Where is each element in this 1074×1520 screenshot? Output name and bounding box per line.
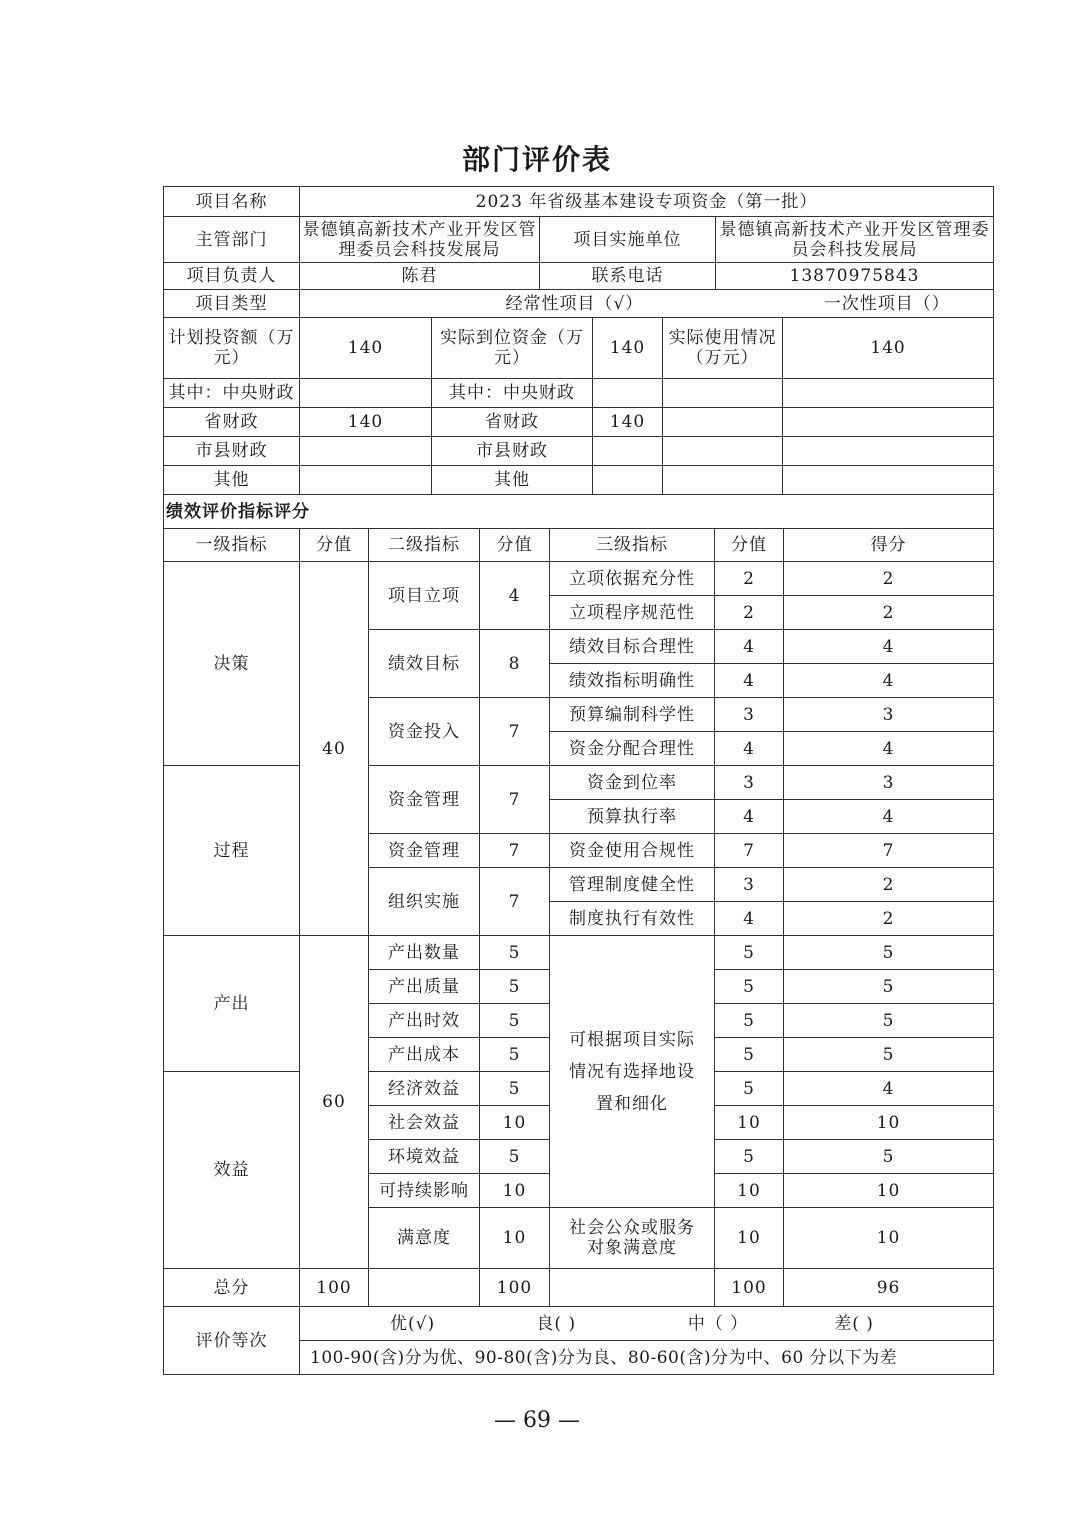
header-cell: 三级指标	[550, 529, 715, 562]
header-cell: 二级指标	[369, 529, 480, 562]
level3-name: 立项依据充分性	[550, 562, 715, 596]
level3-score: 3	[715, 868, 784, 902]
level3-name: 管理制度健全性	[550, 868, 715, 902]
level2-name: 组织实施	[369, 868, 480, 936]
level3-name: 制度执行有效性	[550, 902, 715, 936]
level3-score: 5	[715, 1004, 784, 1038]
total-level2: 100	[480, 1269, 550, 1307]
evaluation-form	[163, 186, 993, 1375]
central-label: 其中：中央财政	[164, 379, 300, 408]
level2-score: 7	[480, 834, 550, 868]
level2-score: 7	[480, 868, 550, 936]
level3-grade: 2	[784, 902, 994, 936]
dept-label: 主管部门	[164, 217, 300, 263]
level3-name: 社会公众或服务对象满意度	[550, 1208, 715, 1269]
header-cell: 得分	[784, 529, 994, 562]
central-actual	[593, 379, 663, 408]
type-label: 项目类型	[164, 290, 300, 318]
level2-score: 5	[480, 1038, 550, 1072]
info-table	[163, 186, 994, 318]
page-title: 部门评价表	[461, 143, 612, 176]
level2-name: 环境效益	[369, 1140, 480, 1174]
level2-score: 7	[480, 766, 550, 834]
level3-name: 预算执行率	[550, 800, 715, 834]
level3-grade: 4	[784, 630, 994, 664]
level3-score: 3	[715, 698, 784, 732]
level3-score: 10	[715, 1174, 784, 1208]
table-row	[164, 766, 994, 800]
level3-score: 7	[715, 834, 784, 868]
other-actual	[593, 466, 663, 495]
level3-score: 2	[715, 562, 784, 596]
level3-grade: 5	[784, 1004, 994, 1038]
level3-name: 资金分配合理性	[550, 732, 715, 766]
level3-score: 5	[715, 1038, 784, 1072]
funds-table	[163, 317, 994, 495]
grade-excellent: 优(√)	[390, 1313, 436, 1334]
empty-cell	[783, 466, 994, 495]
level2-score: 7	[480, 698, 550, 766]
city-actual-label: 市县财政	[432, 437, 593, 466]
header-cell: 分值	[480, 529, 550, 562]
city-actual	[593, 437, 663, 466]
total-level3: 100	[715, 1269, 784, 1307]
level3-grade: 5	[784, 970, 994, 1004]
score-60: 60	[300, 936, 369, 1269]
total-level1: 100	[300, 1269, 369, 1307]
grade-row	[164, 1307, 994, 1341]
city-plan	[300, 437, 432, 466]
level3-note: 可根据项目实际情况有选择地设置和细化	[550, 936, 715, 1208]
empty-cell	[783, 408, 994, 437]
level3-name: 绩效指标明确性	[550, 664, 715, 698]
level2-name: 产出数量	[369, 936, 480, 970]
plan-label: 计划投资额（万元）	[164, 318, 300, 379]
type-regular: 经常性项目（√）	[505, 293, 644, 314]
level3-name: 资金到位率	[550, 766, 715, 800]
level2-score: 10	[480, 1174, 550, 1208]
used-label: 实际使用情况（万元）	[663, 318, 783, 379]
empty-cell	[550, 1269, 715, 1307]
section-title: 绩效评价指标评分	[164, 495, 994, 529]
level3-grade: 4	[784, 1072, 994, 1106]
level3-score: 5	[715, 970, 784, 1004]
level2-score: 5	[480, 936, 550, 970]
used-value: 140	[783, 318, 994, 379]
level2-name: 产出质量	[369, 970, 480, 1004]
level3-score: 5	[715, 1072, 784, 1106]
level3-name: 资金使用合规性	[550, 834, 715, 868]
level3-grade: 2	[784, 596, 994, 630]
level1-benefit: 效益	[164, 1072, 300, 1269]
level1-decision: 决策	[164, 562, 300, 766]
level3-score: 4	[715, 732, 784, 766]
leader-value: 陈君	[300, 263, 540, 290]
prov-actual-label: 省财政	[432, 408, 593, 437]
level3-grade: 2	[784, 868, 994, 902]
level3-grade: 4	[784, 664, 994, 698]
level2-name: 绩效目标	[369, 630, 480, 698]
total-row	[164, 1269, 994, 1307]
level3-score: 4	[715, 664, 784, 698]
other-plan	[300, 466, 432, 495]
total-score: 96	[784, 1269, 994, 1307]
level3-grade: 5	[784, 936, 994, 970]
level3-name: 立项程序规范性	[550, 596, 715, 630]
level3-grade: 2	[784, 562, 994, 596]
level2-name: 产出成本	[369, 1038, 480, 1072]
level3-score: 4	[715, 902, 784, 936]
level2-score: 5	[480, 1140, 550, 1174]
level2-score: 8	[480, 630, 550, 698]
prov-plan: 140	[300, 408, 432, 437]
level3-score: 2	[715, 596, 784, 630]
level1-output: 产出	[164, 936, 300, 1072]
level2-name: 资金管理	[369, 834, 480, 868]
actual-label: 实际到位资金（万元）	[432, 318, 593, 379]
actual-value: 140	[593, 318, 663, 379]
leader-label: 项目负责人	[164, 263, 300, 290]
project-name-value: 2023 年省级基本建设专项资金（第一批）	[300, 187, 994, 217]
level3-score: 10	[715, 1208, 784, 1269]
empty-cell	[663, 437, 783, 466]
level3-grade: 4	[784, 732, 994, 766]
other-label: 其他	[164, 466, 300, 495]
unit-label: 项目实施单位	[540, 217, 716, 263]
grade-good: 良( )	[536, 1313, 577, 1334]
grade-poor: 差( )	[834, 1313, 874, 1334]
performance-table	[163, 494, 994, 1375]
level3-name: 预算编制科学性	[550, 698, 715, 732]
level2-name: 可持续影响	[369, 1174, 480, 1208]
total-label: 总分	[164, 1269, 300, 1307]
level2-name: 资金管理	[369, 766, 480, 834]
header-cell: 分值	[715, 529, 784, 562]
type-once: 一次性项目（）	[823, 293, 950, 314]
grade-label: 评价等次	[164, 1307, 300, 1375]
phone-value: 13870975843	[716, 263, 994, 290]
level3-grade: 3	[784, 698, 994, 732]
grade-mid: 中（ ）	[687, 1313, 749, 1334]
empty-cell	[783, 379, 994, 408]
table-row	[164, 936, 994, 970]
city-label: 市县财政	[164, 437, 300, 466]
empty-cell	[663, 466, 783, 495]
level2-score: 5	[480, 1004, 550, 1038]
level2-name: 满意度	[369, 1208, 480, 1269]
dept-value: 景德镇高新技术产业开发区管理委员会科技发展局	[300, 217, 540, 263]
prov-actual: 140	[593, 408, 663, 437]
level2-name: 产出时效	[369, 1004, 480, 1038]
empty-cell	[663, 379, 783, 408]
level2-score: 5	[480, 970, 550, 1004]
project-name-label: 项目名称	[164, 187, 300, 217]
level3-name: 绩效目标合理性	[550, 630, 715, 664]
header-cell: 分值	[300, 529, 369, 562]
level3-grade: 10	[784, 1174, 994, 1208]
other-actual-label: 其他	[432, 466, 593, 495]
phone-label: 联系电话	[540, 263, 716, 290]
level3-grade: 5	[784, 1038, 994, 1072]
level3-grade: 5	[784, 1140, 994, 1174]
level2-name: 项目立项	[369, 562, 480, 630]
level3-grade: 7	[784, 834, 994, 868]
empty-cell	[369, 1269, 480, 1307]
score-40: 40	[300, 562, 369, 936]
level2-score: 4	[480, 562, 550, 630]
prov-label: 省财政	[164, 408, 300, 437]
level3-grade: 4	[784, 800, 994, 834]
level3-score: 5	[715, 1140, 784, 1174]
grade-rule: 100-90(含)分为优、90-80(含)分为良、80-60(含)分为中、60 分以下为差	[300, 1341, 994, 1375]
level3-score: 4	[715, 630, 784, 664]
level3-grade: 10	[784, 1208, 994, 1269]
level2-score: 10	[480, 1208, 550, 1269]
type-value	[300, 290, 994, 318]
level2-name: 经济效益	[369, 1072, 480, 1106]
empty-cell	[783, 437, 994, 466]
level3-score: 10	[715, 1106, 784, 1140]
unit-value: 景德镇高新技术产业开发区管理委员会科技发展局	[716, 217, 994, 263]
header-cell: 一级指标	[164, 529, 300, 562]
central-plan	[300, 379, 432, 408]
level2-name: 社会效益	[369, 1106, 480, 1140]
table-row	[164, 562, 994, 596]
level2-name: 资金投入	[369, 698, 480, 766]
level1-process: 过程	[164, 766, 300, 936]
level3-score: 5	[715, 936, 784, 970]
level3-score: 4	[715, 800, 784, 834]
plan-value: 140	[300, 318, 432, 379]
level2-score: 5	[480, 1072, 550, 1106]
page-number: — 69 —	[494, 1408, 580, 1433]
empty-cell	[663, 408, 783, 437]
central-actual-label: 其中：中央财政	[432, 379, 593, 408]
level3-score: 3	[715, 766, 784, 800]
level3-grade: 3	[784, 766, 994, 800]
level2-score: 10	[480, 1106, 550, 1140]
grade-options	[300, 1307, 994, 1341]
level3-grade: 10	[784, 1106, 994, 1140]
